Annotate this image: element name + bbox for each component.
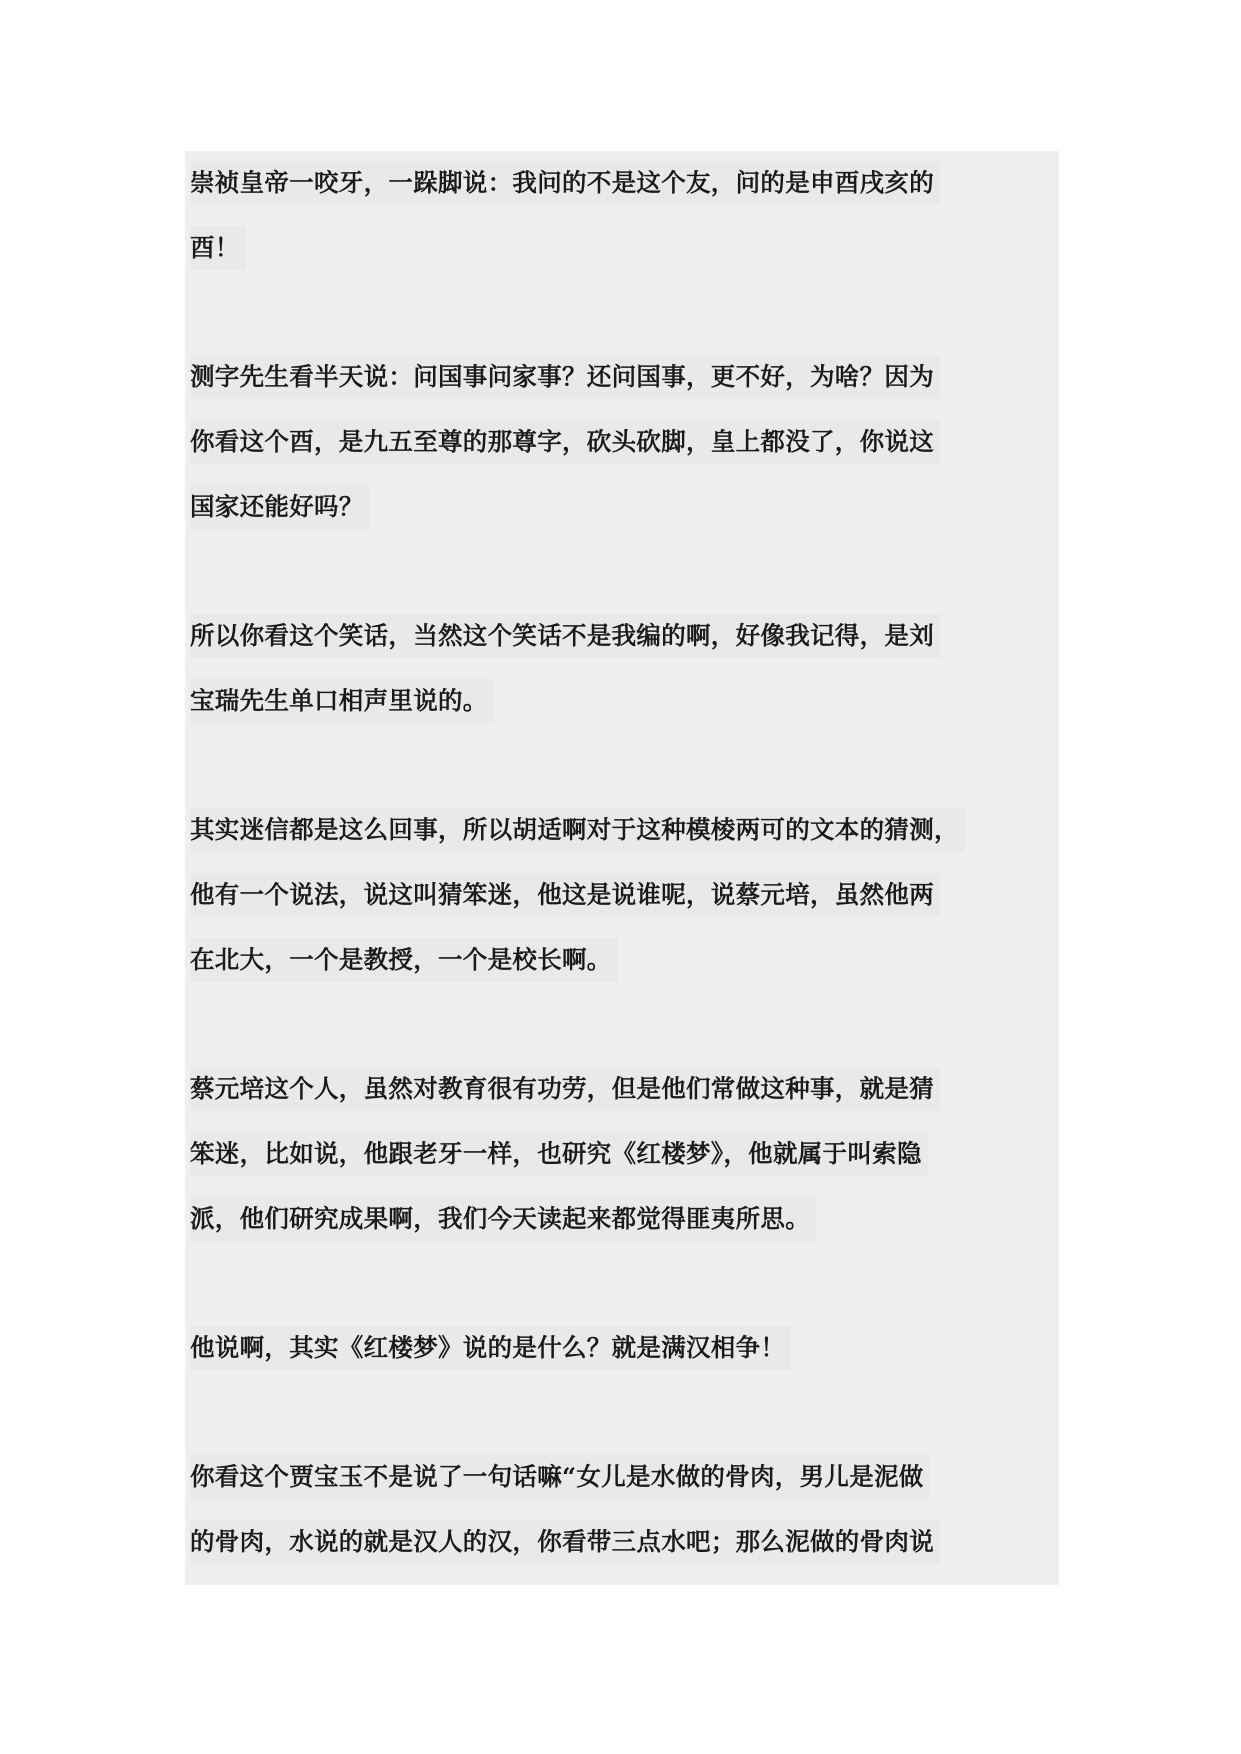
text-line: 酉！	[190, 226, 246, 270]
text-line: 你看这个贾宝玉不是说了一句话嘛“女儿是水做的骨肉，男儿是泥做	[190, 1455, 930, 1499]
text-line: 派，他们研究成果啊，我们今天读起来都觉得匪夷所思。	[190, 1197, 816, 1241]
text-line: 的骨肉，水说的就是汉人的汉，你看带三点水吧；那么泥做的骨肉说	[190, 1520, 940, 1564]
text-line: 他有一个说法，说这叫猜笨迷，他这是说谁呢，说蔡元培，虽然他两	[190, 873, 940, 917]
text-line: 其实迷信都是这么回事，所以胡适啊对于这种模棱两可的文本的猜测，	[190, 808, 965, 852]
text-line: 蔡元培这个人，虽然对教育很有功劳，但是他们常做这种事，就是猜	[190, 1067, 940, 1111]
text-line: 崇祯皇帝一咬牙，一跺脚说：我问的不是这个友，问的是申酉戌亥的	[190, 161, 940, 205]
text-line: 你看这个酉，是九五至尊的那尊字，砍头砍脚，皇上都没了，你说这	[190, 420, 940, 464]
text-line: 在北大，一个是教授，一个是校长啊。	[190, 938, 618, 982]
text-line: 笨迷，比如说，他跟老牙一样，也研究《红楼梦》，他就属于叫索隐	[190, 1132, 928, 1176]
text-line: 所以你看这个笑话，当然这个笑话不是我编的啊，好像我记得，是刘	[190, 614, 940, 658]
text-line: 宝瑞先生单口相声里说的。	[190, 679, 494, 723]
text-line: 他说啊，其实《红楼梦》说的是什么？就是满汉相争！	[190, 1326, 791, 1370]
text-line: 测字先生看半天说：问国事问家事？还问国事，更不好，为啥？因为	[190, 355, 940, 399]
text-line: 国家还能好吗？	[190, 485, 370, 529]
